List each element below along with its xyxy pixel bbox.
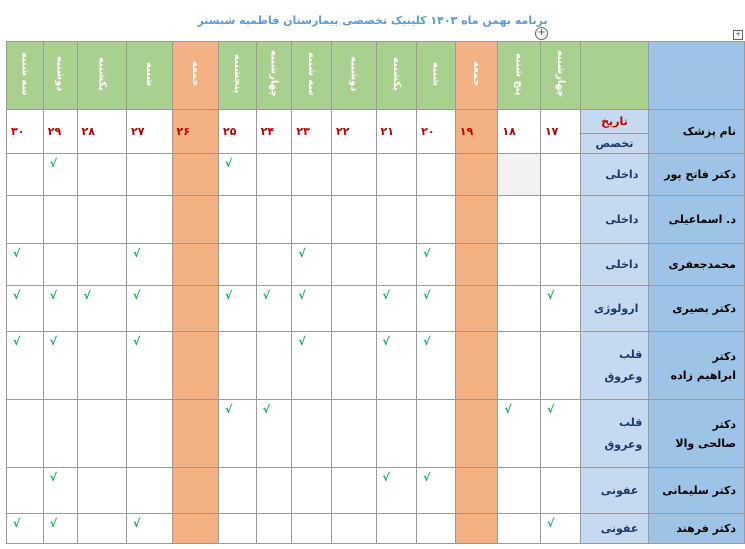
schedule-cell[interactable] <box>332 514 377 544</box>
day-name: شنبه <box>430 61 442 87</box>
schedule-cell[interactable] <box>172 514 219 544</box>
date-cell: ۲۱ <box>376 110 417 154</box>
specialty-text: قلب <box>619 347 643 361</box>
date-cell: ۲۷ <box>126 110 172 154</box>
schedule-cell[interactable] <box>126 400 172 468</box>
schedule-cell[interactable] <box>292 468 332 514</box>
day-name: جمعه <box>471 61 483 87</box>
schedule-cell[interactable] <box>498 400 541 468</box>
check-mark-icon: √ <box>225 289 233 302</box>
schedule-cell[interactable] <box>540 468 580 514</box>
schedule-cell[interactable] <box>455 286 498 332</box>
day-name: دوشنبه <box>54 56 66 92</box>
schedule-cell[interactable] <box>498 332 541 400</box>
schedule-cell[interactable] <box>540 332 580 400</box>
doctor-row <box>7 400 745 468</box>
date-cell: ۲۰ <box>417 110 456 154</box>
schedule-cell[interactable] <box>455 400 498 468</box>
schedule-cell[interactable] <box>43 244 77 286</box>
schedule-cell[interactable] <box>126 154 172 196</box>
doctor-specialty: داخلی <box>580 154 649 196</box>
schedule-cell[interactable] <box>256 514 292 544</box>
check-mark-icon: √ <box>298 289 306 302</box>
specialty-label: تخصص <box>580 134 649 154</box>
schedule-cell[interactable] <box>172 400 219 468</box>
day-header <box>7 42 44 110</box>
day-header <box>332 42 377 110</box>
check-mark-icon: √ <box>382 289 390 302</box>
schedule-cell[interactable] <box>417 332 456 400</box>
check-mark-icon: √ <box>423 335 431 348</box>
schedule-cell[interactable] <box>77 196 126 244</box>
doctor-specialty <box>580 400 649 468</box>
schedule-cell[interactable] <box>77 154 126 196</box>
check-mark-icon: √ <box>132 247 141 260</box>
corner-cell <box>649 42 745 110</box>
check-mark-icon: √ <box>298 247 306 260</box>
schedule-cell[interactable] <box>376 154 417 196</box>
schedule-cell[interactable] <box>332 286 377 332</box>
schedule-cell[interactable] <box>77 400 126 468</box>
schedule-cell[interactable] <box>332 468 377 514</box>
schedule-cell[interactable] <box>498 286 541 332</box>
schedule-cell[interactable] <box>7 400 44 468</box>
schedule-cell[interactable] <box>126 286 172 332</box>
check-mark-icon: √ <box>546 289 555 302</box>
doctor-name: دکتر فاتح پور <box>649 154 745 196</box>
check-mark-icon: √ <box>132 289 141 302</box>
day-header <box>172 42 219 110</box>
doctor-name: محمدجعفری <box>649 244 745 286</box>
schedule-cell[interactable] <box>219 154 257 196</box>
day-header <box>43 42 77 110</box>
check-mark-icon: √ <box>13 247 21 260</box>
check-mark-icon: √ <box>423 247 431 260</box>
schedule-cell[interactable] <box>7 332 44 400</box>
schedule-cell[interactable] <box>417 514 456 544</box>
schedule-cell[interactable] <box>126 332 172 400</box>
schedule-cell[interactable] <box>332 196 377 244</box>
day-name: چهارشنبه <box>268 50 280 98</box>
schedule-cell[interactable] <box>292 154 332 196</box>
schedule-cell[interactable] <box>417 244 456 286</box>
doctor-specialty: داخلی <box>580 196 649 244</box>
date-cell: ۳۰ <box>7 110 44 154</box>
schedule-cell[interactable] <box>126 244 172 286</box>
specialty-text: قلب <box>619 415 643 429</box>
schedule-cell[interactable] <box>376 286 417 332</box>
doctor-name <box>649 400 745 468</box>
check-mark-icon: √ <box>423 289 431 302</box>
check-mark-icon: √ <box>49 471 58 484</box>
schedule-cell[interactable] <box>172 286 219 332</box>
schedule-cell[interactable] <box>540 154 580 196</box>
check-mark-icon: √ <box>262 289 271 302</box>
doctor-name-line: دکتر <box>712 417 736 431</box>
check-mark-icon: √ <box>546 517 555 530</box>
check-mark-icon: √ <box>13 517 21 530</box>
check-mark-icon: √ <box>225 403 233 416</box>
schedule-cell[interactable] <box>376 468 417 514</box>
resize-icon[interactable]: + <box>733 30 743 40</box>
schedule-cell[interactable] <box>256 244 292 286</box>
check-mark-icon: √ <box>132 517 141 530</box>
date-cell: ۲۹ <box>43 110 77 154</box>
schedule-cell[interactable] <box>172 154 219 196</box>
schedule-cell[interactable] <box>43 332 77 400</box>
day-header <box>219 42 257 110</box>
schedule-cell[interactable] <box>332 332 377 400</box>
doctor-name: دکتر سلیمانی <box>649 468 745 514</box>
schedule-cell[interactable] <box>292 286 332 332</box>
check-mark-icon: √ <box>13 335 21 348</box>
schedule-cell[interactable] <box>172 468 219 514</box>
schedule-cell[interactable] <box>417 154 456 196</box>
schedule-cell[interactable] <box>498 154 541 196</box>
doctor-name-line: دکتر <box>712 349 736 363</box>
schedule-cell[interactable] <box>256 400 292 468</box>
schedule-cell[interactable] <box>219 286 257 332</box>
date-cell: ۱۸ <box>498 110 541 154</box>
doctor-row <box>7 286 745 332</box>
schedule-cell[interactable] <box>455 244 498 286</box>
doctor-row <box>7 514 745 544</box>
schedule-cell[interactable] <box>219 514 257 544</box>
specialty-line <box>581 412 649 434</box>
schedule-cell[interactable] <box>376 196 417 244</box>
doctor-row <box>7 244 745 286</box>
schedule-cell[interactable] <box>219 468 257 514</box>
schedule-cell[interactable] <box>376 244 417 286</box>
day-header <box>126 42 172 110</box>
day-header <box>455 42 498 110</box>
schedule-cell[interactable] <box>256 154 292 196</box>
schedule-cell[interactable] <box>43 400 77 468</box>
specialty-line <box>581 344 649 366</box>
schedule-cell[interactable] <box>219 244 257 286</box>
check-mark-icon: √ <box>423 471 431 484</box>
schedule-cell[interactable] <box>417 286 456 332</box>
schedule-cell[interactable] <box>540 244 580 286</box>
check-mark-icon: √ <box>49 289 58 302</box>
schedule-cell[interactable] <box>498 514 541 544</box>
schedule-cell[interactable] <box>256 468 292 514</box>
date-cell: ۱۹ <box>455 110 498 154</box>
schedule-cell[interactable] <box>498 244 541 286</box>
specialty-text: وعروق <box>604 437 643 451</box>
check-mark-icon: √ <box>262 403 271 416</box>
schedule-cell[interactable] <box>455 468 498 514</box>
schedule-cell[interactable] <box>292 332 332 400</box>
date-cell: ۲۸ <box>77 110 126 154</box>
day-name: سه شنبه <box>19 52 31 96</box>
check-mark-icon: √ <box>49 517 58 530</box>
schedule-cell[interactable] <box>540 286 580 332</box>
doctor-name: دکتر فرهند <box>649 514 745 544</box>
doctor-row <box>7 154 745 196</box>
schedule-cell[interactable] <box>455 332 498 400</box>
schedule-cell[interactable] <box>376 514 417 544</box>
doctor-specialty: عفونی <box>580 468 649 514</box>
doctor-name-line: صالحی والا <box>675 436 736 450</box>
doctor-row <box>7 468 745 514</box>
schedule-cell[interactable] <box>126 468 172 514</box>
specialty-text: وعروق <box>604 369 643 383</box>
day-header <box>498 42 541 110</box>
doctor-name: دکتر بصیری <box>649 286 745 332</box>
schedule-cell[interactable] <box>256 286 292 332</box>
check-mark-icon: √ <box>13 289 21 302</box>
schedule-cell[interactable] <box>376 400 417 468</box>
doctor-row <box>7 196 745 244</box>
doctor-specialty: ارولوژی <box>580 286 649 332</box>
schedule-cell[interactable] <box>540 514 580 544</box>
date-cell: ۲۲ <box>332 110 377 154</box>
check-mark-icon: √ <box>83 289 91 302</box>
doctor-specialty: داخلی <box>580 244 649 286</box>
day-name: سه شنبه <box>306 52 318 96</box>
schedule-cell[interactable] <box>7 286 44 332</box>
schedule-cell[interactable] <box>7 514 44 544</box>
schedule-cell[interactable] <box>292 196 332 244</box>
check-mark-icon: √ <box>132 335 141 348</box>
schedule-cell[interactable] <box>455 514 498 544</box>
schedule-cell[interactable] <box>292 400 332 468</box>
day-name: پنج شنبه <box>513 52 525 96</box>
schedule-cell[interactable] <box>77 332 126 400</box>
schedule-cell[interactable] <box>455 196 498 244</box>
schedule-cell[interactable] <box>417 400 456 468</box>
date-cell: ۲۳ <box>292 110 332 154</box>
date-cell: ۲۵ <box>219 110 257 154</box>
schedule-cell[interactable] <box>332 244 377 286</box>
schedule-cell[interactable] <box>43 286 77 332</box>
schedule-cell[interactable] <box>292 244 332 286</box>
schedule-cell[interactable] <box>219 400 257 468</box>
schedule-cell[interactable] <box>540 196 580 244</box>
schedule-cell[interactable] <box>43 196 77 244</box>
schedule-cell[interactable] <box>77 468 126 514</box>
specialty-line <box>581 366 649 388</box>
schedule-cell[interactable] <box>7 244 44 286</box>
doctor-column-label: نام پزشک <box>649 110 745 154</box>
schedule-cell[interactable] <box>332 154 377 196</box>
check-mark-icon: √ <box>382 335 390 348</box>
schedule-cell[interactable] <box>498 196 541 244</box>
schedule-cell[interactable] <box>172 196 219 244</box>
schedule-cell[interactable] <box>540 400 580 468</box>
schedule-cell[interactable] <box>126 196 172 244</box>
schedule-cell[interactable] <box>219 196 257 244</box>
check-mark-icon: √ <box>49 157 58 170</box>
doctor-name <box>649 332 745 400</box>
check-mark-icon: √ <box>546 403 555 416</box>
schedule-cell[interactable] <box>43 154 77 196</box>
schedule-cell[interactable] <box>256 332 292 400</box>
day-name: پنجشنبه <box>231 54 243 94</box>
check-mark-icon: √ <box>225 157 233 170</box>
schedule-cell[interactable] <box>455 154 498 196</box>
doctor-row <box>7 332 745 400</box>
schedule-cell[interactable] <box>43 468 77 514</box>
schedule-cell[interactable] <box>376 332 417 400</box>
schedule-cell[interactable] <box>292 514 332 544</box>
page-title: برنامه بهمن ماه ۱۴۰۳ کلینیک تخصصی بیمارستان فاطمیه شبستر <box>197 14 548 27</box>
date-label: تاریخ <box>580 110 649 134</box>
date-cell: ۱۷ <box>540 110 580 154</box>
check-mark-icon: √ <box>504 403 512 416</box>
day-name: دوشنبه <box>348 56 360 92</box>
doctor-specialty <box>580 332 649 400</box>
date-row <box>7 110 745 134</box>
schedule-cell[interactable] <box>126 514 172 544</box>
doctor-name-line: ابراهیم زاده <box>670 368 736 382</box>
check-mark-icon: √ <box>382 471 390 484</box>
spec-header-cell <box>580 42 649 110</box>
schedule-cell[interactable] <box>77 244 126 286</box>
schedule-cell[interactable] <box>172 244 219 286</box>
schedule-cell[interactable] <box>7 196 44 244</box>
specialty-line <box>581 434 649 456</box>
check-mark-icon: √ <box>49 335 58 348</box>
day-header <box>540 42 580 110</box>
date-cell: ۲۶ <box>172 110 219 154</box>
date-cell: ۲۴ <box>256 110 292 154</box>
move-cross-icon[interactable]: + <box>535 27 548 40</box>
day-name: شنبه <box>143 61 155 87</box>
day-name: یکشنبه <box>96 57 108 91</box>
schedule-cell[interactable] <box>417 196 456 244</box>
schedule-cell[interactable] <box>256 196 292 244</box>
schedule-cell[interactable] <box>43 514 77 544</box>
schedule-cell[interactable] <box>417 468 456 514</box>
schedule-cell[interactable] <box>172 332 219 400</box>
day-header <box>292 42 332 110</box>
doctor-name: د. اسماعیلی <box>649 196 745 244</box>
day-name: یکشنبه <box>390 57 402 91</box>
day-header <box>77 42 126 110</box>
schedule-cell[interactable] <box>7 154 44 196</box>
schedule-cell[interactable] <box>77 514 126 544</box>
doctor-specialty: عفونی <box>580 514 649 544</box>
schedule-cell[interactable] <box>498 468 541 514</box>
day-name: چهارشنبه <box>554 50 566 98</box>
schedule-table <box>6 41 745 544</box>
schedule-cell[interactable] <box>332 400 377 468</box>
schedule-cell[interactable] <box>219 332 257 400</box>
header-row <box>7 42 745 110</box>
check-mark-icon: √ <box>298 335 306 348</box>
schedule-cell[interactable] <box>7 468 44 514</box>
day-header <box>376 42 417 110</box>
day-name: جمعه <box>189 61 201 87</box>
day-header <box>417 42 456 110</box>
schedule-cell[interactable] <box>77 286 126 332</box>
day-header <box>256 42 292 110</box>
